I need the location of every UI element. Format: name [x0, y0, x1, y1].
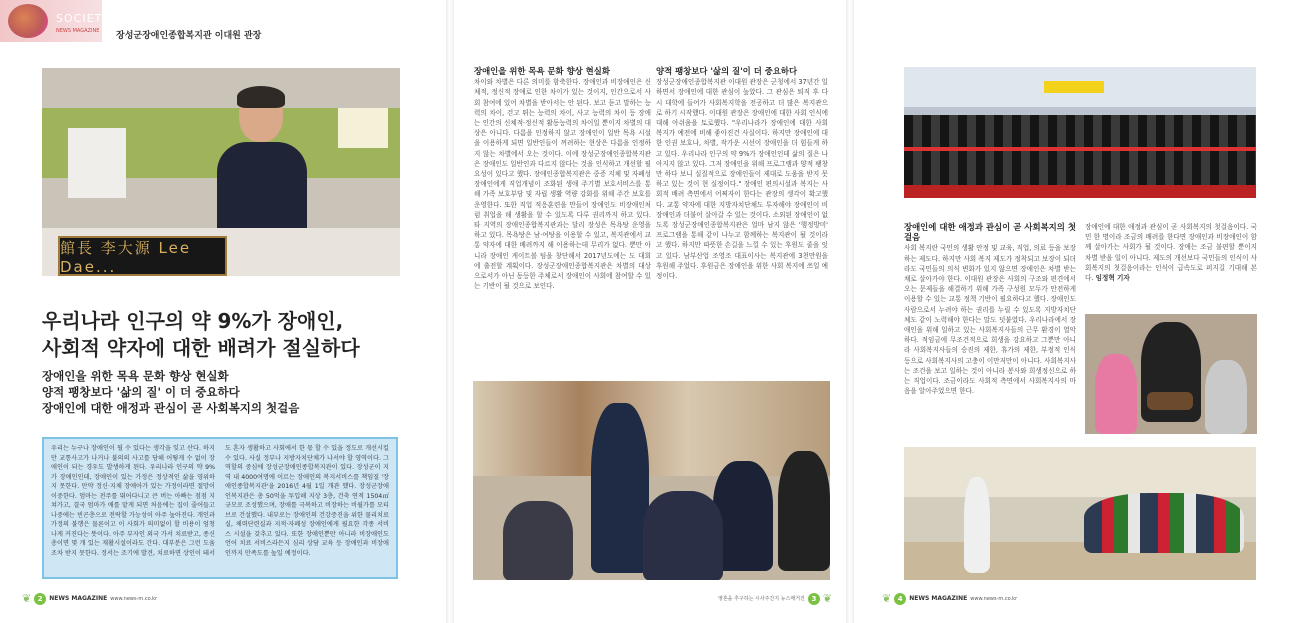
speaker-figure [591, 403, 649, 573]
section-badge [0, 0, 110, 42]
senior-hall-photo [904, 447, 1256, 580]
subhead-3: 장애인에 대한 애정과 관심이 곧 사회복지의 첫걸음 [42, 401, 300, 415]
reporter-signature: 임정혁 기자 [1095, 274, 1130, 283]
page-number-left: 2 [34, 593, 46, 605]
ribbon-cutting-photo [904, 67, 1256, 198]
building-sign [1044, 81, 1104, 93]
crowd-figures [904, 115, 1256, 187]
dove-icon: ❦ [822, 592, 833, 605]
column-a-text: 차이와 차별은 다른 의미를 함축한다. 장애인과 비장애인은 신체적, 정신적 장애로 인한 차이가 있는 것이지, 인간으로서 사회 참여에 있어 차별을 받아서는 안 된다. 보고 듣고 말하는 능력의 차이, 걷고 뛰는 능력의 차이, 사고 능력의 차이 등 장애는 인간의 신체적·정신적 활동능력의 차이일 뿐이지 차별의 대상은 아니다. 다름을 인정하지 않고 장애인이 일반 목욕 시설을 이용하게 되면 일반인들이 꺼려하는 현상은 다름을 인정하지 않는 차별에서 오는 것이다. 이에 장성군장애인종합복지관은 장애인도 일반인과 다르지 않다는 것을 인식하고 개선할 필요성이 있다고 했다. 장애인종합복지관은 중증 지체 및 자폐성 장애인에게 직업개념이 조화된 생애 주기별 보호서비스를 통해 가족 보호부담 및 자립 생활 역량 강화를 위해 주간 보호를 운영한다. 또한 직업 적응훈련을 만들어 장애인도 비장애인처럼 취업을 해 생활을 할 수 있도록 다루 권리까지 하고 있다. 타 지역의 장애인종합복지관과는 달리 장성은 목욕탕 운영을 하고 있다. 목욕탕은 남·여탕을 이용할 수 있고, 복지관에서 교통 약자에 대한 배려까지 해 이용하는데 무리가 없다. 뿐만 아니라 장애인 게이트볼 팀을 창단해서 2017년도에는 도 대회에 출전할 계획이다. 장성군장애인종합복지관은 차별의 대상으로서가 아닌 동등한 주체로서 장애인이 사회에 참여할 수 있는 기반이 될 것으로 보인다. [474, 78, 651, 291]
column-c-text: 사회 복지란 국민의 생활 안정 및 교육, 직업, 의료 등을 보장하는 제도다. 하지만 사회 복지 제도가 정착되고 보장이 되더라도 국민들의 의식 변화가 있지 않으면 장애인은 차별 받는 채로 살아가야 한다. 이대원 관장은 사회의 구조와 편견에서 오는 문제들을 해결하기 위해 가족 구성원 모두가 안전하게 이용할 수 있는 교통 정책 기반이 필요하다고 했다. 장애인도 사람으로서 누려야 하는 권리를 누릴 수 있도록 지방자치단체도 같이 노력해야 한다는 말도 덧붙였다. 우리나라에서 장애인을 위해 일하고 있는 사회복지사들의 근무 환경이 열악하다. 적임금에 무조건적으로 희생을 강요하고 그뿐만 아니라 사회복지사들의 승진의 제한, 휴가의 제한, 부정적 인식 등으로 사회복지사의 고충이 이만저만이 아니다. 사회복지사는 조건을 보고 일하는 것이 아니라 봉사와 희생정신으로 하는 직업이다. 조금이라도 사회적 측면에서 사회복지사의 마음을 알아주었으면 한다. [904, 244, 1076, 396]
page-gutter-right [846, 0, 854, 623]
dove-icon: ❦ [882, 592, 892, 605]
celebration-photo [1085, 314, 1257, 434]
meeting-photo [473, 381, 830, 580]
section-label: SOCIETY [56, 12, 110, 25]
child-figure [1095, 354, 1137, 434]
subhead-1: 장애인을 위한 목욕 문화 향상 현실화 [42, 369, 229, 383]
footer-left [22, 592, 157, 605]
section-title-affection: 장애인에 대한 애정과 관심이 곧 사회복지의 첫걸음 [904, 222, 1076, 243]
page-number-middle: 3 [808, 593, 820, 605]
footer-magazine-name: NEWS MAGAZINE [49, 595, 108, 602]
section-title-bath: 장애인을 위한 목욕 문화 향상 현실화 [474, 66, 610, 76]
page-number-right: 4 [894, 593, 906, 605]
footer-middle [718, 592, 832, 605]
director-figure [217, 88, 307, 238]
footer-url: www.news-m.co.kr [970, 595, 1018, 602]
column-b-text: 장성군장애인종합복지관 이대원 관장은 군청에서 37년간 일하면서 장애인에 대한 관심이 높았다. 그 관심은 퇴직 후 다시 대학에 들어가 사회복지학을 전공하고 더 많은 복지관으로 하기 시작했다. 이대원 관장은 장애인에 대한 사회 인식에 대해 아쉬움을 토로했다. "우리나라가 장애인에 대한 사회 복지가 예전에 비해 좋아진건 사실이다. 하지만 장애인에 대한 인권 보호나, 차별, 작가운 시선이 장애인을 더 힘들게 하고 있다. 우리나라 인구의 약 9%가 장애인인데 삶의 질은 나아지지 않고 있다. 그저 장애인을 위해 프로그램과 양적 팽창만 하다 보니 실질적으로 장애인들이 제대로 도움을 받지 못하고 있는 것이 현 실정이다." 장애인 편의시설과 복지는 사회적 배려 측면에서 어쩌자이 한다는 관장의 생각이 확고했다. 교통 약자에 대한 지방자치단체도 투자해야 장애인이 비장애인과 더불어 살아갈 수 있는 것이다. 소외된 장애인이 없도록 장성군장애인종합복지관은 얼마 남지 않은 '행정방미' 프로그램을 통해 같이 나누고 함께하는 복지관이 될 것이라고 했다. 하지만 따뜻한 손길을 느낄 수 있는 후원도 줄을 잇고 있다. 남부산업 조영조 대표이사는 복지관에 3천만원을 후원해 주었다. 후원금은 장애인을 위한 사회 복지에 쓰일 예정이다. [656, 78, 828, 281]
headline-line-2: 사회적 약자에 대한 배려가 절실하다 [42, 336, 360, 360]
red-carpet [904, 185, 1256, 198]
photo-notice-board [338, 108, 388, 148]
flower-decoration-icon [8, 4, 48, 38]
attendee-figure [503, 501, 573, 580]
article-column-c [904, 222, 1076, 434]
seated-seniors [1084, 493, 1244, 553]
ribbon [904, 147, 1256, 151]
magazine-tag: NEWS MAGAZINE [56, 28, 100, 34]
footer-url: www.news-m.co.kr [110, 595, 158, 602]
section-title-quality: 양적 팽창보다 '삶의 질'이 더 중요하다 [656, 66, 798, 76]
footer-magazine-name: NEWS MAGAZINE [909, 595, 968, 602]
nameplate: 館長 李大源 Lee Dae... [58, 236, 227, 276]
article-column-d [1085, 222, 1257, 312]
cake [1147, 392, 1193, 410]
attendee-figure [643, 491, 723, 580]
photo-shelf [68, 128, 126, 198]
article-column-a [474, 66, 651, 366]
subhead-2: 양적 팽창보다 '삶의 질' 이 더 중요하다 [42, 385, 240, 399]
child-figure [1205, 360, 1247, 434]
dove-icon: ❦ [22, 592, 32, 605]
column-d-text: 장애인에 대한 애정과 관심이 곧 사회복지의 첫걸음이다. 국민 한 명이라 조금의 배려를 한다면 장애인과 비장애인이 함께 살아가는 사회가 될 것이다. 장애는 조금 불편할 뿐이지 차별 받을 일이 아니다. 제도의 개선보다 국민들의 인식이 사회복지의 첫걸음이라는 인식이 급속도로 퍼지길 기대해 본다. [1085, 223, 1257, 283]
main-headline [42, 308, 412, 362]
attendee-figure [778, 451, 830, 571]
intro-box: 우리는 누구나 장애인이 될 수 있다는 생각을 잊고 산다. 하지만 교통사고가 나거나 불의의 사고를 당해 어떻게 수 없이 장애인이 되는 경우도 발생하게 된다. 우리나라 인구의 약 9%가 장애인인데, 장애인이 있는 가정은 정상적인 삶을 영위하지 못한다. 만약 정신·지체 장애아가 있는 가정이라면 절망이 이중한다. 엄마는 전주를 뛰어다니고 큰 버는 아빠는 점점 지쳐가고, 결국 엄마가 애를 맡게 되면 처음에는 집이 줄어들고 나중에는 빈곤층으로 전락할 가능성이 아주 높아진다. 개인과 가정의 불행은 물론이고 이 사회가 의미없이 할 비용이 엄청나게 커진다는 뜻이다. 아주 부자인 외국 가서 치료받고, 종신총이면 몇 개 있는 재활시설이라도 간다. 대부분은 그런 도움조차 받지 못한다. 정서는 조기에 발견, 치료하면 상인이 돼서도 혼자 생활하고 사회에서 한 몫 할 수 있을 정도로 개선시킬 수 있다. 사실 정부나 지방자치단체가 나서야 할 영역이다. 그 역할의 중심에 장성군장애인종합복지관이 있다. 장성군이 지역 내 4000여명에 이르는 장애인의 복지서비스를 책임질 '장애인종합복지관'을 2016년 4월 1일 개관 했다. 장성군장애인복지관은 총 50억을 투입해 지상 3층, 건축 연적 1504㎡ 규모로 조성했으며, 장애를 극복하고 비장하는 비월가를 모티브로 건설했다. 내부로는 장애인의 건강증진을 위한 물리치료실, 체력단련실과 지적·자폐성 장애인에게 필요한 각종 서비스 시설을 갖추고 있다. 또한 장애인뿐만 아니라 비장애인도 언어 치료 서비스라든지 심리 상담 교육 등 장애인과 비장애인까지 만족도를 높일 예정이다. [42, 437, 398, 579]
director-portrait-photo [42, 68, 400, 276]
article-header-title: 장성군장애인종합복지관 이대원 관장 [116, 31, 262, 41]
page-gutter-left [446, 0, 454, 623]
headline-line-1: 우리나라 인구의 약 9%가 장애인, [42, 309, 344, 333]
subheadings [42, 368, 422, 416]
standing-man-figure [964, 477, 990, 573]
article-column-b [656, 66, 828, 366]
footer-right [882, 592, 1017, 605]
footer-slogan: 영혼을 추구하는 시사주간지 뉴스매거진 [718, 596, 805, 602]
